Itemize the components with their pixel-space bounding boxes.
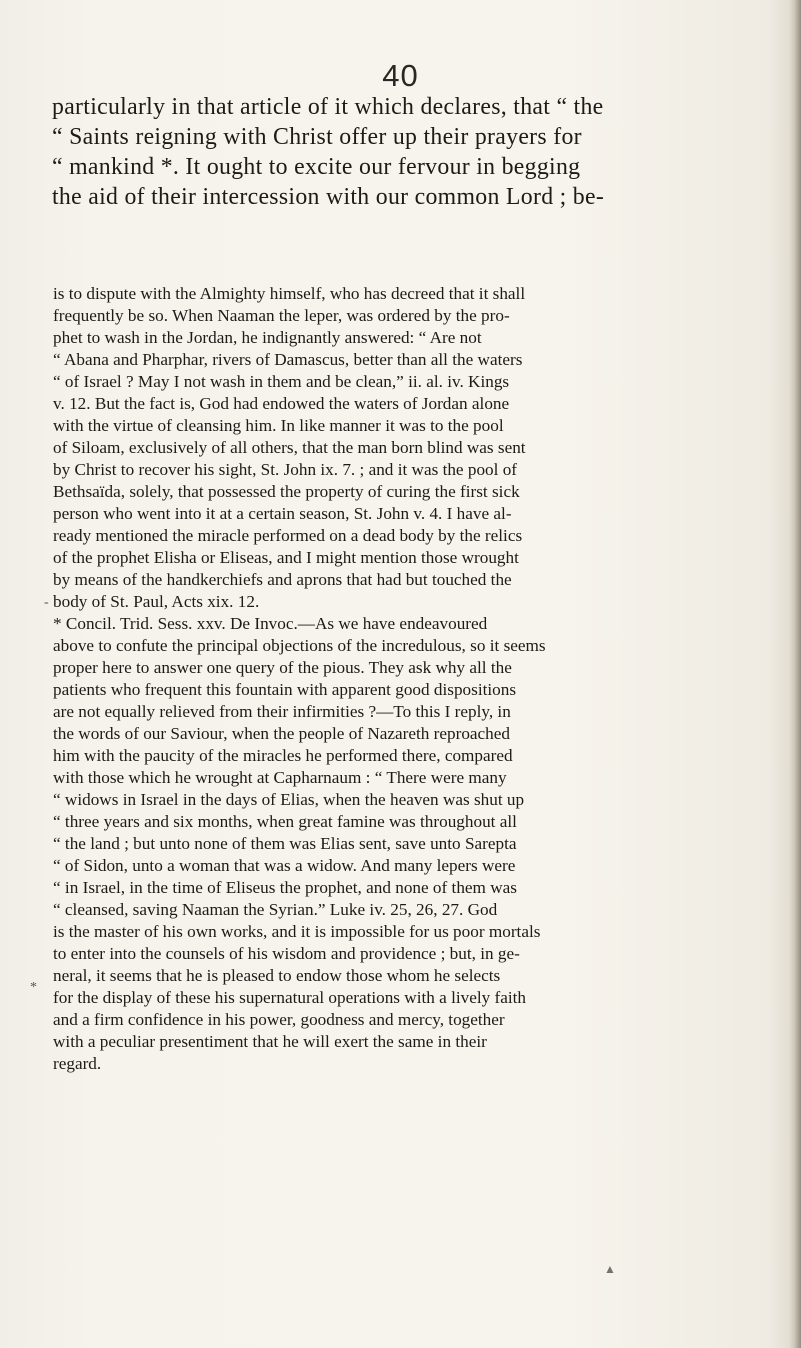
footnote-line: regard. [53,1054,102,1073]
footnote-line: patients who frequent this fountain with apparent good dispositions [53,680,517,699]
footnote-line: of Siloam, exclusively of all others, that the man born blind was sent [53,438,526,457]
margin-star-mark: * [30,980,37,995]
footnote-line: * Concil. Trid. Sess. xxv. De Invoc.—As we have endeavoured [53,614,488,633]
footnote-line: v. 12. But the fact is, God had endowed the waters of Jordan alone [53,394,510,413]
footnote-line: neral, it seems that he is pleased to endow those whom he selects [53,966,501,985]
footnote-line: Bethsaïda, solely, that possessed the property of curing the first sick [53,482,520,501]
footnote-block [53,283,771,1075]
main-text-line: “ Saints reigning with Christ offer up their prayers for [52,124,582,150]
footnote-line: and a firm confidence in his power, goodness and mercy, together [53,1010,505,1029]
main-paragraph [52,92,770,212]
footnote-line: “ of Israel ? May I not wash in them and be clean,” ii. al. iv. Kings [53,372,510,391]
footnote-line: “ of Sidon, unto a woman that was a widow. And many lepers were [53,856,516,875]
footnote-line: “ the land ; but unto none of them was Elias sent, save unto Sarepta [53,834,517,853]
footnote-line: are not equally relieved from their infirmities ?—To this I reply, in [53,702,511,721]
footnote-line: body of St. Paul, Acts xix. 12. [53,592,260,611]
footnote-line: proper here to answer one query of the pious. They ask why all the [53,658,512,677]
footnote-line: ready mentioned the miracle performed on a dead body by the relics [53,526,523,545]
footnote-line: “ widows in Israel in the days of Elias, when the heaven was shut up [53,790,525,809]
footnote-line: for the display of these his supernatural operations with a lively faith [53,988,527,1007]
footnote-line: “ three years and six months, when great famine was throughout all [53,812,517,831]
footnote-line: with the virtue of cleansing him. In like manner it was to the pool [53,416,504,435]
footnote-line: above to confute the principal objections of the incredulous, so it seems [53,636,546,655]
paper-speck: ▲ [604,1262,616,1276]
footnote-line: by means of the handkerchiefs and aprons that had but touched the [53,570,512,589]
footnote-line: with those which he wrought at Capharnaum : “ There were many [53,768,507,787]
footnote-line: him with the paucity of the miracles he performed there, compared [53,746,513,765]
footnote-line: phet to wash in the Jordan, he indignantly answered: “ Are not [53,328,482,347]
footnote-line: “ in Israel, in the time of Eliseus the prophet, and none of them was [53,878,517,897]
footnote-line: “ cleansed, saving Naaman the Syrian.” Luke iv. 25, 26, 27. God [53,900,498,919]
footnote-line: with a peculiar presentiment that he will exert the same in their [53,1032,487,1051]
footnote-line: to enter into the counsels of his wisdom and providence ; but, in ge- [53,944,520,963]
footnote-line: is to dispute with the Almighty himself, who has decreed that it shall [53,284,526,303]
margin-dash-mark: - [44,595,49,610]
main-text-line: particularly in that article of it which declares, that “ the [52,94,604,120]
footnote-line: the words of our Saviour, when the people of Nazareth reproached [53,724,510,743]
footnote-line: “ Abana and Pharphar, rivers of Damascus, better than all the waters [53,350,523,369]
main-text-line: “ mankind *. It ought to excite our fervour in begging [52,154,581,180]
footnote-line: frequently be so. When Naaman the leper, was ordered by the pro- [53,306,510,325]
footnote-line: person who went into it at a certain season, St. John v. 4. I have al- [53,504,512,523]
binding-edge-shadow [789,0,801,1348]
main-text-line: the aid of their intercession with our common Lord ; be- [52,184,605,210]
footnote-line: of the prophet Elisha or Eliseas, and I might mention those wrought [53,548,519,567]
page-number: 40 [382,58,419,93]
footnote-line: by Christ to recover his sight, St. John ix. 7. ; and it was the pool of [53,460,518,479]
footnote-line: is the master of his own works, and it is impossible for us poor mortals [53,922,541,941]
